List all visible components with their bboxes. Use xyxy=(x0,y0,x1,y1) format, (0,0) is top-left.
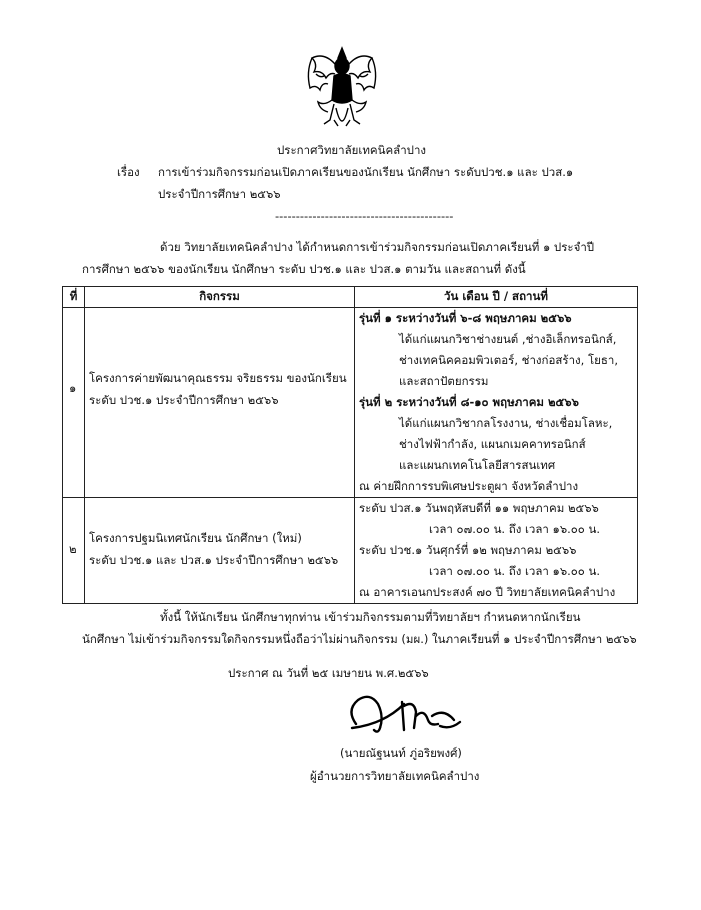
header-activity: กิจกรรม xyxy=(85,287,355,308)
subject-label: เรื่อง xyxy=(117,165,140,179)
header-no: ที่ xyxy=(63,287,85,308)
schedule-line: ณ ค่ายฝึกการรบพิเศษประตูผา จังหวัดลำปาง xyxy=(359,479,579,493)
closing-line-2: นักศึกษา ไม่เข้าร่วมกิจกรรมใดกิจกรรมหนึ่งถือว่าไม่ผ่านกิจกรรม (มผ.) ในภาคเรียนที่ ๑ ประจำปีการศึกษา ๒๕๖๖ xyxy=(82,632,637,646)
row-no: ๒ xyxy=(69,542,77,556)
schedule-line: เวลา ๐๗.๐๐ น. ถึง เวลา ๑๖.๐๐ น. xyxy=(429,522,600,536)
row-activity-cell xyxy=(85,308,355,498)
handwritten-signature xyxy=(344,690,464,738)
signatory-name: (นายณัฐนนท์ ภู่อริยพงศ์) xyxy=(340,746,462,760)
schedule-line: รุ่นที่ ๑ ระหว่างวันที่ ๖-๘ พฤษภาคม ๒๕๖๖ xyxy=(359,311,572,325)
intro-line-1: ด้วย วิทยาลัยเทคนิคลำปาง ได้กำหนดการเข้าร่วมกิจกรรมก่อนเปิดภาคเรียนที่ ๑ ประจำปี xyxy=(160,240,595,254)
row-no-cell xyxy=(63,498,85,604)
activity-line: โครงการปฐมนิเทศนักเรียน นักศึกษา (ใหม่) xyxy=(89,531,302,545)
announce-date: ประกาศ ณ วันที่ ๒๕ เมษายน พ.ศ.๒๕๖๖ xyxy=(228,666,429,680)
row-schedule-cell xyxy=(355,498,638,604)
schedule-list xyxy=(359,308,633,497)
schedule-line: ช่างเทคนิคคอมพิวเตอร์, ช่างก่อสร้าง, โยธา, xyxy=(399,353,619,367)
schedule-line: ณ อาคารเอนกประสงค์ ๗๐ ปี วิทยาลัยเทคนิคลำปาง xyxy=(359,585,616,599)
row-no: ๑ xyxy=(69,381,77,395)
garuda-emblem xyxy=(304,44,380,136)
schedule-list xyxy=(359,498,633,603)
signatory-title: ผู้อำนวยการวิทยาลัยเทคนิคลำปาง xyxy=(310,769,480,783)
schedule-line: ได้แก่แผนกวิชาช่างยนต์ ,ช่างอิเล็กทรอนิกส์, xyxy=(399,332,617,346)
table-row xyxy=(63,308,638,498)
subject-line-1: การเข้าร่วมกิจกรรมก่อนเปิดภาคเรียนของนักเรียน นักศึกษา ระดับปวช.๑ และ ปวส.๑ xyxy=(158,165,574,179)
schedule-line: เวลา ๐๗.๐๐ น. ถึง เวลา ๑๖.๐๐ น. xyxy=(429,564,600,578)
closing-line-1: ทั้งนี้ ให้นักเรียน นักศึกษาทุกท่าน เข้าร่วมกิจกรรมตามที่วิทยาลัยฯ กำหนดหากนักเรียน xyxy=(160,610,581,624)
schedule-line: ได้แก่แผนกวิชากลโรงงาน, ช่างเชื่อมโลหะ, xyxy=(399,416,613,430)
schedule-line: รุ่นที่ ๒ ระหว่างวันที่ ๘-๑๐ พฤษภาคม ๒๕๖๖ xyxy=(359,395,579,409)
header-schedule: วัน เดือน ปี / สถานที่ xyxy=(355,287,638,308)
row-activity-cell xyxy=(85,498,355,604)
schedule-line: และสถาปัตยกรรม xyxy=(399,374,489,388)
row-schedule-cell xyxy=(355,308,638,498)
subject-line-2: ประจำปีการศึกษา ๒๕๖๖ xyxy=(158,187,281,201)
schedule-line: ระดับ ปวช.๑ วันศุกร์ที่ ๑๒ พฤษภาคม ๒๕๖๖ xyxy=(359,543,577,557)
issuer-title: ประกาศวิทยาลัยเทคนิคลำปาง xyxy=(277,143,427,157)
activity-table xyxy=(62,286,638,604)
table-row xyxy=(63,498,638,604)
activity-line: ระดับ ปวช.๑ ประจำปีการศึกษา ๒๕๖๖ xyxy=(89,393,279,407)
schedule-line: ช่างไฟฟ้ากำลัง, แผนกเมคคาทรอนิกส์ xyxy=(399,437,586,451)
activity-line: ระดับ ปวช.๑ และ ปวส.๑ ประจำปีการศึกษา ๒๕๖๖ xyxy=(89,553,339,567)
schedule-line: และแผนกเทคโนโลยีสารสนเทศ xyxy=(399,458,556,472)
separator: ------------------------------------------- xyxy=(275,209,454,223)
row-no-cell xyxy=(63,308,85,498)
intro-line-2: การศึกษา ๒๕๖๖ ของนักเรียน นักศึกษา ระดับ ปวช.๑ และ ปวส.๑ ตามวัน และสถานที่ ดังนี้ xyxy=(82,262,526,276)
table-header-row xyxy=(63,287,638,308)
activity-line: โครงการค่ายพัฒนาคุณธรรม จริยธรรม ของนักเรียน xyxy=(89,371,347,385)
schedule-line: ระดับ ปวส.๑ วันพฤหัสบดีที่ ๑๑ พฤษภาคม ๒๕๖๖ xyxy=(359,501,599,515)
